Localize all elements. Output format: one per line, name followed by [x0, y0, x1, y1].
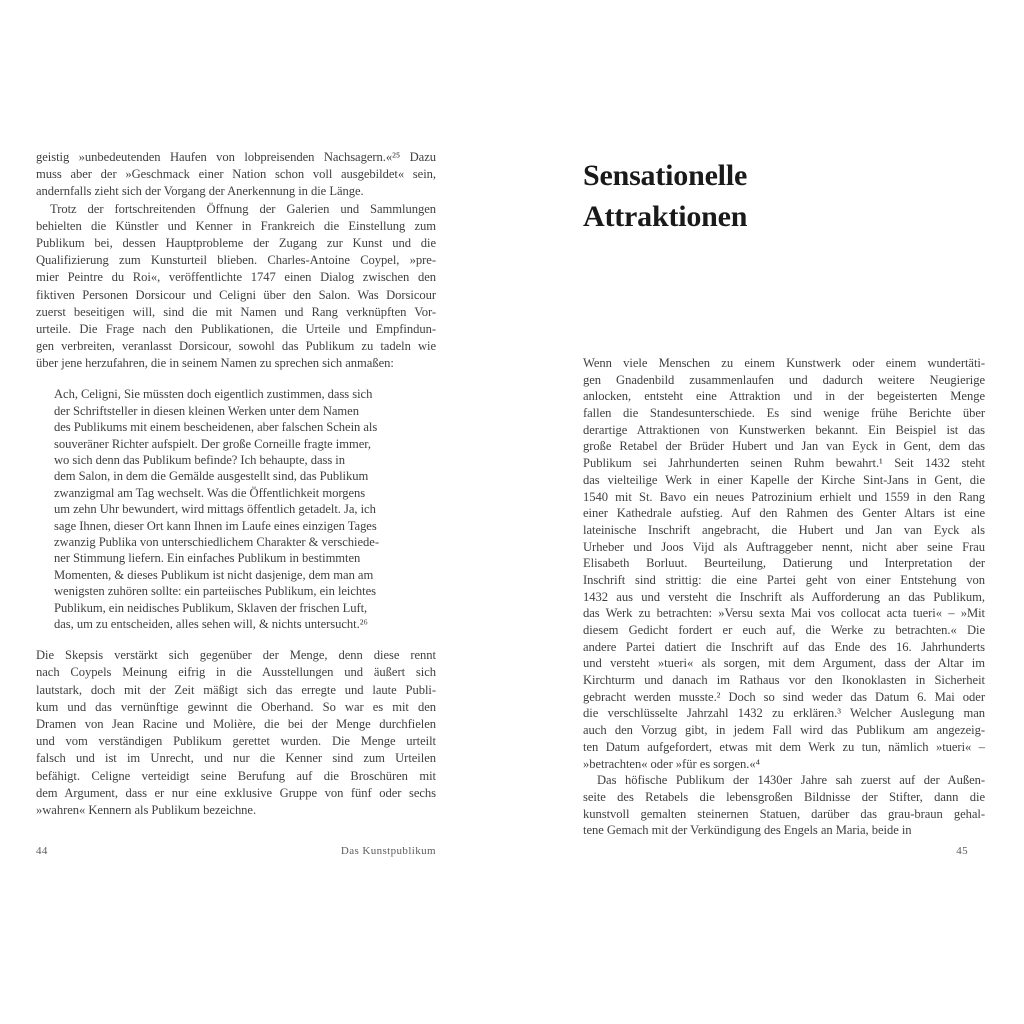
text-line: derartige Attraktionen von Kunstwerken bekannt. Ein Beispiel ist das: [583, 422, 985, 437]
text-line: und vom verständigen Publikum gerettet wurden. Die Menge urteilt: [36, 734, 436, 749]
text-line: das, um zu entscheiden, alles sehen will, & nichts untersucht.²⁶: [54, 616, 368, 631]
running-title: Das Kunstpublikum: [340, 845, 436, 857]
text-line: der Schriftsteller in diesen kleinen Werken unter dem Namen: [54, 403, 359, 418]
paragraph: [583, 355, 985, 772]
text-line: befähigt. Celigne verteidigt seine Berufung auf die Broschüren mit: [36, 768, 436, 783]
text-line: »betrachten« oder »für es sorgen.«⁴: [583, 756, 760, 771]
text-line: über jene herzufahren, die in seinem Namen zu sprechen sich anmaßen:: [36, 356, 394, 371]
text-line: nach Coypels Meinung eifrig in die Ausstellungen und äußert sich: [36, 665, 436, 680]
left-page-footer: [36, 845, 436, 857]
text-line: ner Stimmung liefern. Ein einfaches Publikum in bestimmten: [54, 551, 361, 566]
text-line: andere Partei datiert die Inschrift auf das Ende des 16. Jahrhunderts: [583, 639, 985, 654]
text-line: Publikum, ein neidisches Publikum, Sklaven der frischen Luft,: [54, 600, 368, 615]
text-line: Kirchturm und danach im Rathaus vor den Ikonoklasten in Sicherheit: [583, 673, 985, 688]
text-line: Qualifizierung zum Kunsturteil blieben. Charles-Antoine Coypel, »pre-: [36, 253, 436, 268]
text-line: dem Argument, dass er nur eine exklusive Gruppe von fünf oder sechs: [36, 785, 436, 800]
text-line: lautstark, doch mit der Zeit mäßigt sich das erregte und laute Publi-: [36, 682, 436, 697]
text-line: wenigsten zuhören sollte: ein parteiisches Publikum, ein leichtes: [54, 584, 377, 599]
text-line: die verschlüsselte Jahrzahl 1432 zu erklären.³ Welcher Auslegung man: [583, 706, 985, 721]
left-text-column: [36, 149, 436, 819]
text-line: sage Ihnen, dieser Ort kann Ihnen im Laufe eines einzigen Tages: [54, 518, 377, 533]
text-line: einer Kathedrale aufstieg. Auf den Rahmen des Genter Altars ist eine: [583, 506, 985, 521]
text-line: 1432 aus und versteht die Inschrift als Aufforderung an das Publikum,: [583, 589, 985, 604]
chapter-title: [583, 155, 985, 237]
text-line: tene Gemach mit der Verkündigung des Engels an Maria, beide in: [583, 823, 912, 838]
text-line: fallen die Standesunterschiede. Es sind wenige frühe Berichte über: [583, 406, 985, 421]
text-line: diesem Gedicht fordert er euch auf, die Werke zu betrachten.« Die: [583, 623, 985, 637]
right-text-column: [583, 355, 985, 839]
text-line: des Publikums mit einem bescheidenen, aber falschen Schein als: [54, 420, 378, 435]
text-line: das vielteilige Werk in einer Kapelle der Kirche Sint-Jans in Gent, die: [583, 472, 985, 487]
text-line: gen verbreiten, veranlasst Dorsicour, sowohl das Publikum zu tadeln wie: [36, 339, 436, 354]
text-line: »wahren« Kennern als Publikum bezeichne.: [36, 802, 257, 817]
text-line: falsch und ist im Unrecht, und nur die Kenner sind zum Urteilen: [36, 751, 436, 766]
text-line: andernfalls zieht sich der Vorgang der Anerkennung in die Länge.: [36, 184, 364, 199]
text-line: auch den Vorzug gibt, in jedem Fall wird das Publikum am angezeig-: [583, 723, 985, 738]
text-line: Die Skepsis verstärkt sich gegenüber der Menge, denn diese rennt: [36, 648, 436, 663]
text-line: und versteht »tueri« als sorgen, mit dem Argument, dass der Altar im: [583, 656, 985, 671]
text-line: Das höfische Publikum der 1430er Jahre sah zuerst auf der Außen-: [597, 773, 985, 788]
paragraph: [36, 149, 436, 201]
text-line: mier Peintre du Roi«, veröffentlichte 1747 einen Dialog zwischen den: [36, 270, 436, 285]
text-line: anlocken, entsteht eine Attraktion und in der begeisterten Menge: [583, 389, 985, 404]
paragraph: [583, 772, 985, 839]
page-number-left: 44: [36, 845, 48, 857]
text-line: Publikum sei Jahrhunderten seinen Ruhm bewahrt.¹ Seit 1432 steht: [583, 456, 985, 471]
text-line: Publikum bei, dessen Hauptprobleme der Zugang zur Kunst und die: [36, 235, 436, 250]
text-line: fiktiven Personen Dorsicour und Celigni über den Salon. Was Dorsicour: [36, 287, 436, 302]
text-line: Momenten, & dieses Publikum ist nicht dasjenige, dem man am: [54, 567, 374, 582]
text-line: ten Datum aufgefordert, etwas mit dem Werk zu tun, nämlich »tueri« –: [583, 739, 985, 754]
text-line: urteile. Die Frage nach den Publikationen, die Urteile und Empfindun-: [36, 321, 436, 336]
text-line: 1540 mit St. Bavo ein neues Patrozinium erhielt und 1559 in den Rang: [583, 489, 985, 504]
text-line: lateinische Inschrift angebracht, die Hubert und Jan van Eyck als: [583, 522, 985, 537]
text-line: um zehn Uhr bewundert, wird mittags öffentlich getadelt. Ja, ich: [54, 502, 376, 517]
text-line: Wenn viele Menschen zu einem Kunstwerk oder einem wundertäti-: [583, 356, 985, 370]
text-line: Urheber und Joos Vijd als Auftraggeber nennt, nicht aber seine Frau: [583, 539, 985, 554]
text-line: Inschrift sind strittig: die eine Partei geht von einer Entstehung von: [583, 572, 985, 587]
text-line: große Retabel der Brüder Hubert und Jan van Eyck in Gent, dem das: [583, 439, 985, 454]
paragraph: [36, 201, 436, 373]
text-line: Trotz der fortschreitenden Öffnung der Galerien und Sammlungen: [50, 201, 436, 216]
text-line: zwanzigmal am Tag wechselt. Was die Öffentlichkeit morgens: [54, 485, 366, 500]
text-line: souveräner Richter aufspielt. Der große Corneille fragte immer,: [54, 436, 372, 451]
text-line: muss aber der »Geschmack einer Nation schon voll ausgebildet« sein,: [36, 167, 436, 182]
paragraph: [36, 647, 436, 819]
text-line: wo sich denn das Publikum befinde? Ich behaupte, dass in: [54, 453, 345, 467]
text-line: gebracht werden musste.² Doch so sind weder das Datum 6. Mai oder: [583, 689, 985, 704]
right-page-footer: [583, 845, 968, 857]
text-line: kum und das vernünftige gewinnt die Oberhand. So war es mit den: [36, 699, 436, 714]
text-line: kunstvoll gemalten steinernen Statuen, darüber das grau-braun gehal-: [583, 806, 985, 821]
chapter-title-line: Sensationelle: [583, 159, 748, 192]
text-line: zuerst beseitigen will, sind die mit Namen und Rang verknüpften Vor-: [36, 304, 436, 319]
text-line: gen Gnadenbild zusammenlaufen und dadurch weitere Neugierige: [583, 372, 985, 387]
text-line: Ach, Celigni, Sie müssten doch eigentlich zustimmen, dass sich: [54, 387, 373, 402]
text-line: dem Salon, in dem die Gemälde ausgestellt sind, das Publikum: [54, 469, 369, 484]
text-line: seite des Retabels die lebensgroßen Bildnisse der Stifter, dann die: [583, 789, 985, 804]
text-line: geistig »unbedeutenden Haufen von lobpreisenden Nachsagern.«²⁵ Dazu: [36, 150, 436, 164]
blockquote: [54, 386, 422, 632]
text-line: Dramen von Jean Racine und Molière, die bei der Menge durchfielen: [36, 717, 436, 732]
text-line: behielten die Künstler und Kenner in Frankreich die Einstellung zum: [36, 218, 436, 233]
page-number-right: 45: [956, 845, 968, 857]
text-line: das Werk zu betrachten: »Versu sexta Mai vos collocat acta tueri« – »Mit: [583, 606, 985, 621]
text-line: zwanzig Publika von unterschiedlichem Charakter & verschiede-: [54, 534, 379, 549]
chapter-title-line: Attraktionen: [583, 200, 748, 233]
text-line: Elisabeth Borluut. Beurteilung, Datierung und Interpretation der: [583, 556, 985, 571]
